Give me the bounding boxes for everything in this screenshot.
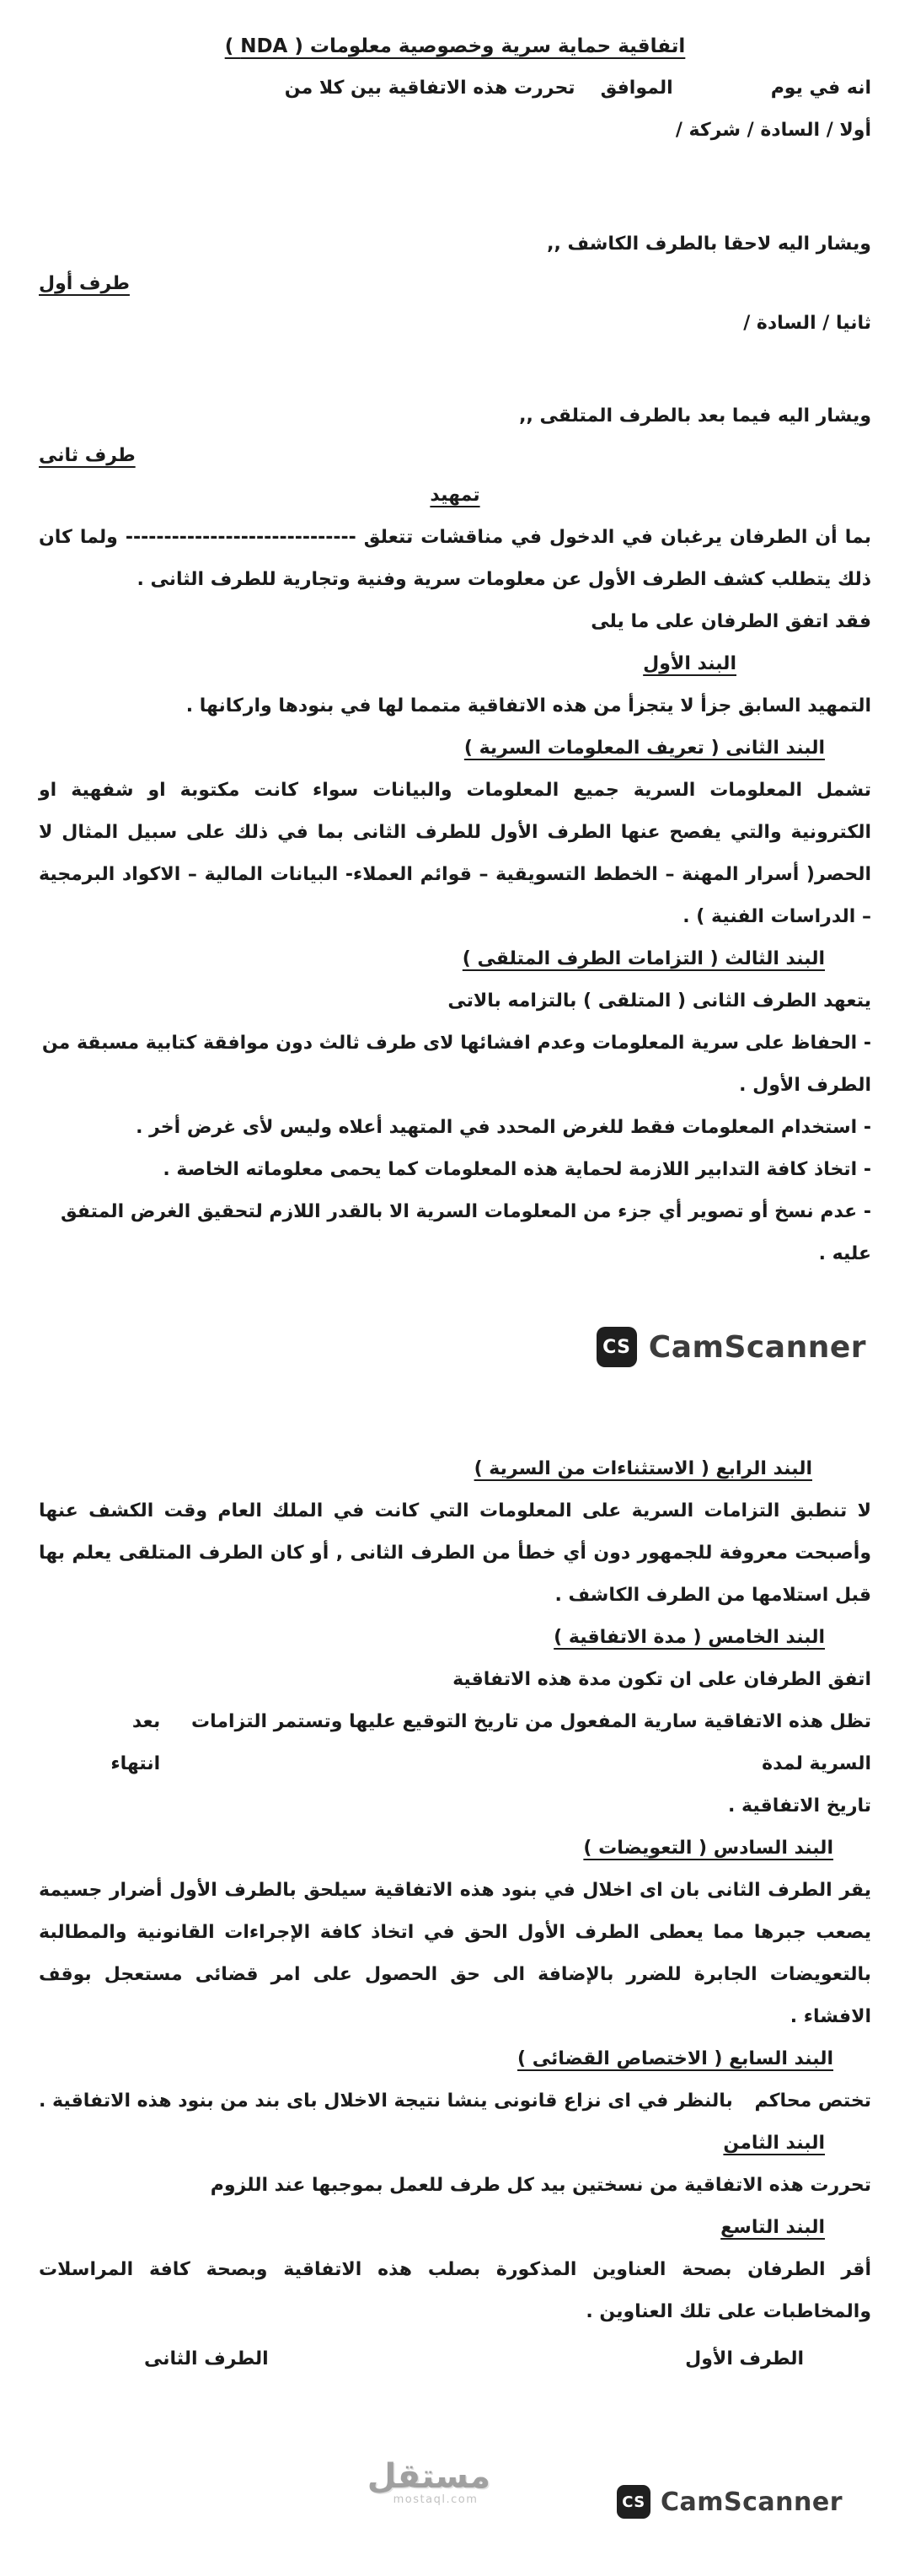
clause-5-duration-line: اتفق الطرفان على ان تكون مدة هذه الاتفاقية bbox=[452, 1669, 871, 1690]
recipient-note: ويشار اليه فيما بعد بالطرف المتلقى ,, bbox=[519, 405, 871, 427]
first-party-label: أولا / السادة / شركة / bbox=[675, 120, 871, 141]
clause-5-validity-end: بعد انتهاء bbox=[110, 1711, 161, 1774]
clause-3-intro: يتعهد الطرف الثانى ( المتلقى ) بالتزامه بالاتى bbox=[447, 990, 871, 1012]
date-line-corresponding: الموافق bbox=[600, 78, 673, 99]
mostaql-watermark-name: مستقل bbox=[367, 2457, 490, 2496]
clause-3-heading: البند الثالث ( التزامات الطرف المتلقى ) bbox=[462, 948, 825, 969]
clause-9-body: أقر الطرفان بصحة العناوين المذكورة بصلب هذه الاتفاقية وبصحة كافة المراسلات والمخاطبات على تلك العناوين . bbox=[39, 2259, 871, 2322]
clause-1-body: التمهيد السابق جزأ لا يتجزأ من هذه الاتفاقية متمما لها في بنودها واركانها . bbox=[185, 695, 871, 716]
obligation-item: - استخدام المعلومات فقط للغرض المحدد في المتهيد أعلاه وليس لأى غرض أخر . bbox=[136, 1117, 871, 1138]
camscanner-logo-bottom bbox=[617, 2485, 843, 2519]
signature-row bbox=[39, 2338, 871, 2380]
document-page-two bbox=[39, 1448, 871, 2380]
camscanner-cs-icon: CS bbox=[597, 1327, 637, 1367]
camscanner-label: CamScanner bbox=[661, 2487, 843, 2517]
clause-7-jurisdiction-line bbox=[39, 2080, 871, 2123]
clause-8-body: تحررت هذه الاتفاقية من نسختين بيد كل طرف للعمل بموجبها عند اللزوم bbox=[210, 2175, 871, 2196]
clause-5-validity-start: تظل هذه الاتفاقية سارية المفعول من تاريخ التوقيع عليها وتستمر التزامات السرية لمدة bbox=[191, 1711, 871, 1774]
clause-2-heading: البند الثانى ( تعريف المعلومات السرية ) bbox=[463, 738, 825, 759]
date-line-rest: تحررت هذه الاتفاقية بين كلا من bbox=[284, 78, 575, 99]
document-title: اتفاقية حماية سرية وخصوصية معلومات ( NDA ) bbox=[224, 35, 686, 57]
agreement-lead-in: فقد اتفق الطرفان على ما يلى bbox=[591, 611, 871, 632]
signature-first-party: الطرف الأول bbox=[685, 2348, 804, 2369]
obligations-list bbox=[39, 1022, 871, 1275]
clause-8-heading: البند الثامن bbox=[723, 2133, 825, 2154]
second-party-label: ثانيا / السادة / bbox=[743, 313, 871, 334]
preamble-body: بما أن الطرفان يرغبان في الدخول في مناقشات تتعلق ------------------------------ ولما كان ذلك يتطلب كشف الطرف الأول عن معلومات سرية وفنية وتجارية للطرف الثانى . bbox=[39, 527, 871, 590]
party-two-tag: طرف ثانى bbox=[39, 445, 136, 466]
obligation-item: - الحفاظ على سرية المعلومات وعدم افشائها لاى طرف ثالث دون موافقة كتابية مسبقة من الطرف الأول . bbox=[41, 1033, 871, 1096]
clause-6-body: يقر الطرف الثانى بان اى اخلال في بنود هذه الاتفاقية سيلحق بالطرف الأول أضرار جسيمة يصعب جبرها مما يعطى الطرف الأول الحق في اتخاذ كافة الإجراءات القانونية والمطالبة بالتعويضات الجابرة للضرر بالإضافة الى حق الحصول على امر قضائى مستعجل بوقف الافشاء . bbox=[39, 1880, 871, 2027]
clause-2-body: تشمل المعلومات السرية جميع المعلومات والبيانات سواء كانت مكتوبة او شفهية او الكترونية والتي يفصح عنها الطرف الأول للطرف الثانى بما في ذلك على سبيل المثال لا الحصر( أسرار المهنة – الخطط التسويقية – قوائم العملاء- البيانات المالية – الاكواد البرمجية – الدراسات الفنية ) . bbox=[39, 780, 871, 927]
clause-4-body: لا تنطبق التزامات السرية على المعلومات التي كانت في الملك العام وقت الكشف عنها وأصبحت معروفة للجمهور دون أي خطأ من الطرف الثانى , أو كان الطرف المتلقى يعلم بها قبل استلامها من الطرف الكاشف . bbox=[39, 1500, 871, 1606]
clause-7-rest: بالنظر في اى نزاع قانونى ينشا نتيجة الاخلال باى بند من بنود هذه الاتفاقية . bbox=[39, 2090, 733, 2112]
clause-5-validity-line bbox=[39, 1701, 871, 1785]
date-line-day: انه في يوم bbox=[770, 78, 871, 99]
obligation-item: - اتخاذ كافة التدابير اللازمة لحماية هذه المعلومات كما يحمى معلوماته الخاصة . bbox=[163, 1159, 871, 1180]
discloser-note: ويشار اليه لاحقا بالطرف الكاشف ,, bbox=[547, 233, 871, 255]
mostaql-watermark-domain: mostaql.com bbox=[393, 2493, 479, 2506]
clause-5-heading: البند الخامس ( مدة الاتفاقية ) bbox=[554, 1627, 825, 1648]
camscanner-label: CamScanner bbox=[648, 1329, 866, 1365]
first-party-blank-area bbox=[39, 152, 871, 223]
clause-5-validity-tail: تاريخ الاتفاقية . bbox=[728, 1795, 871, 1817]
preamble-heading: تمهيد bbox=[430, 485, 480, 506]
camscanner-cs-icon: CS bbox=[617, 2485, 650, 2519]
second-party-blank-area bbox=[39, 345, 871, 395]
clause-9-heading: البند التاسع bbox=[720, 2217, 825, 2238]
clause-7-courts: تختص محاكم bbox=[754, 2090, 871, 2112]
party-one-tag: طرف أول bbox=[39, 273, 130, 294]
mostaql-watermark bbox=[367, 2457, 490, 2506]
date-line bbox=[39, 67, 871, 110]
obligation-item: - عدم نسخ أو تصوير أي جزء من المعلومات السرية الا بالقدر اللازم لتحقيق الغرض المتفق عليه . bbox=[60, 1201, 871, 1264]
clause-1-heading: البند الأول bbox=[643, 653, 736, 674]
camscanner-logo bbox=[39, 1322, 871, 1372]
signature-second-party: الطرف الثانى bbox=[144, 2348, 269, 2369]
clause-6-heading: البند السادس ( التعويضات ) bbox=[583, 1838, 833, 1859]
clause-7-heading: البند السابع ( الاختصاص القضائى ) bbox=[517, 2048, 833, 2069]
clause-4-heading: البند الرابع ( الاستثناءات من السرية ) bbox=[474, 1458, 812, 1479]
